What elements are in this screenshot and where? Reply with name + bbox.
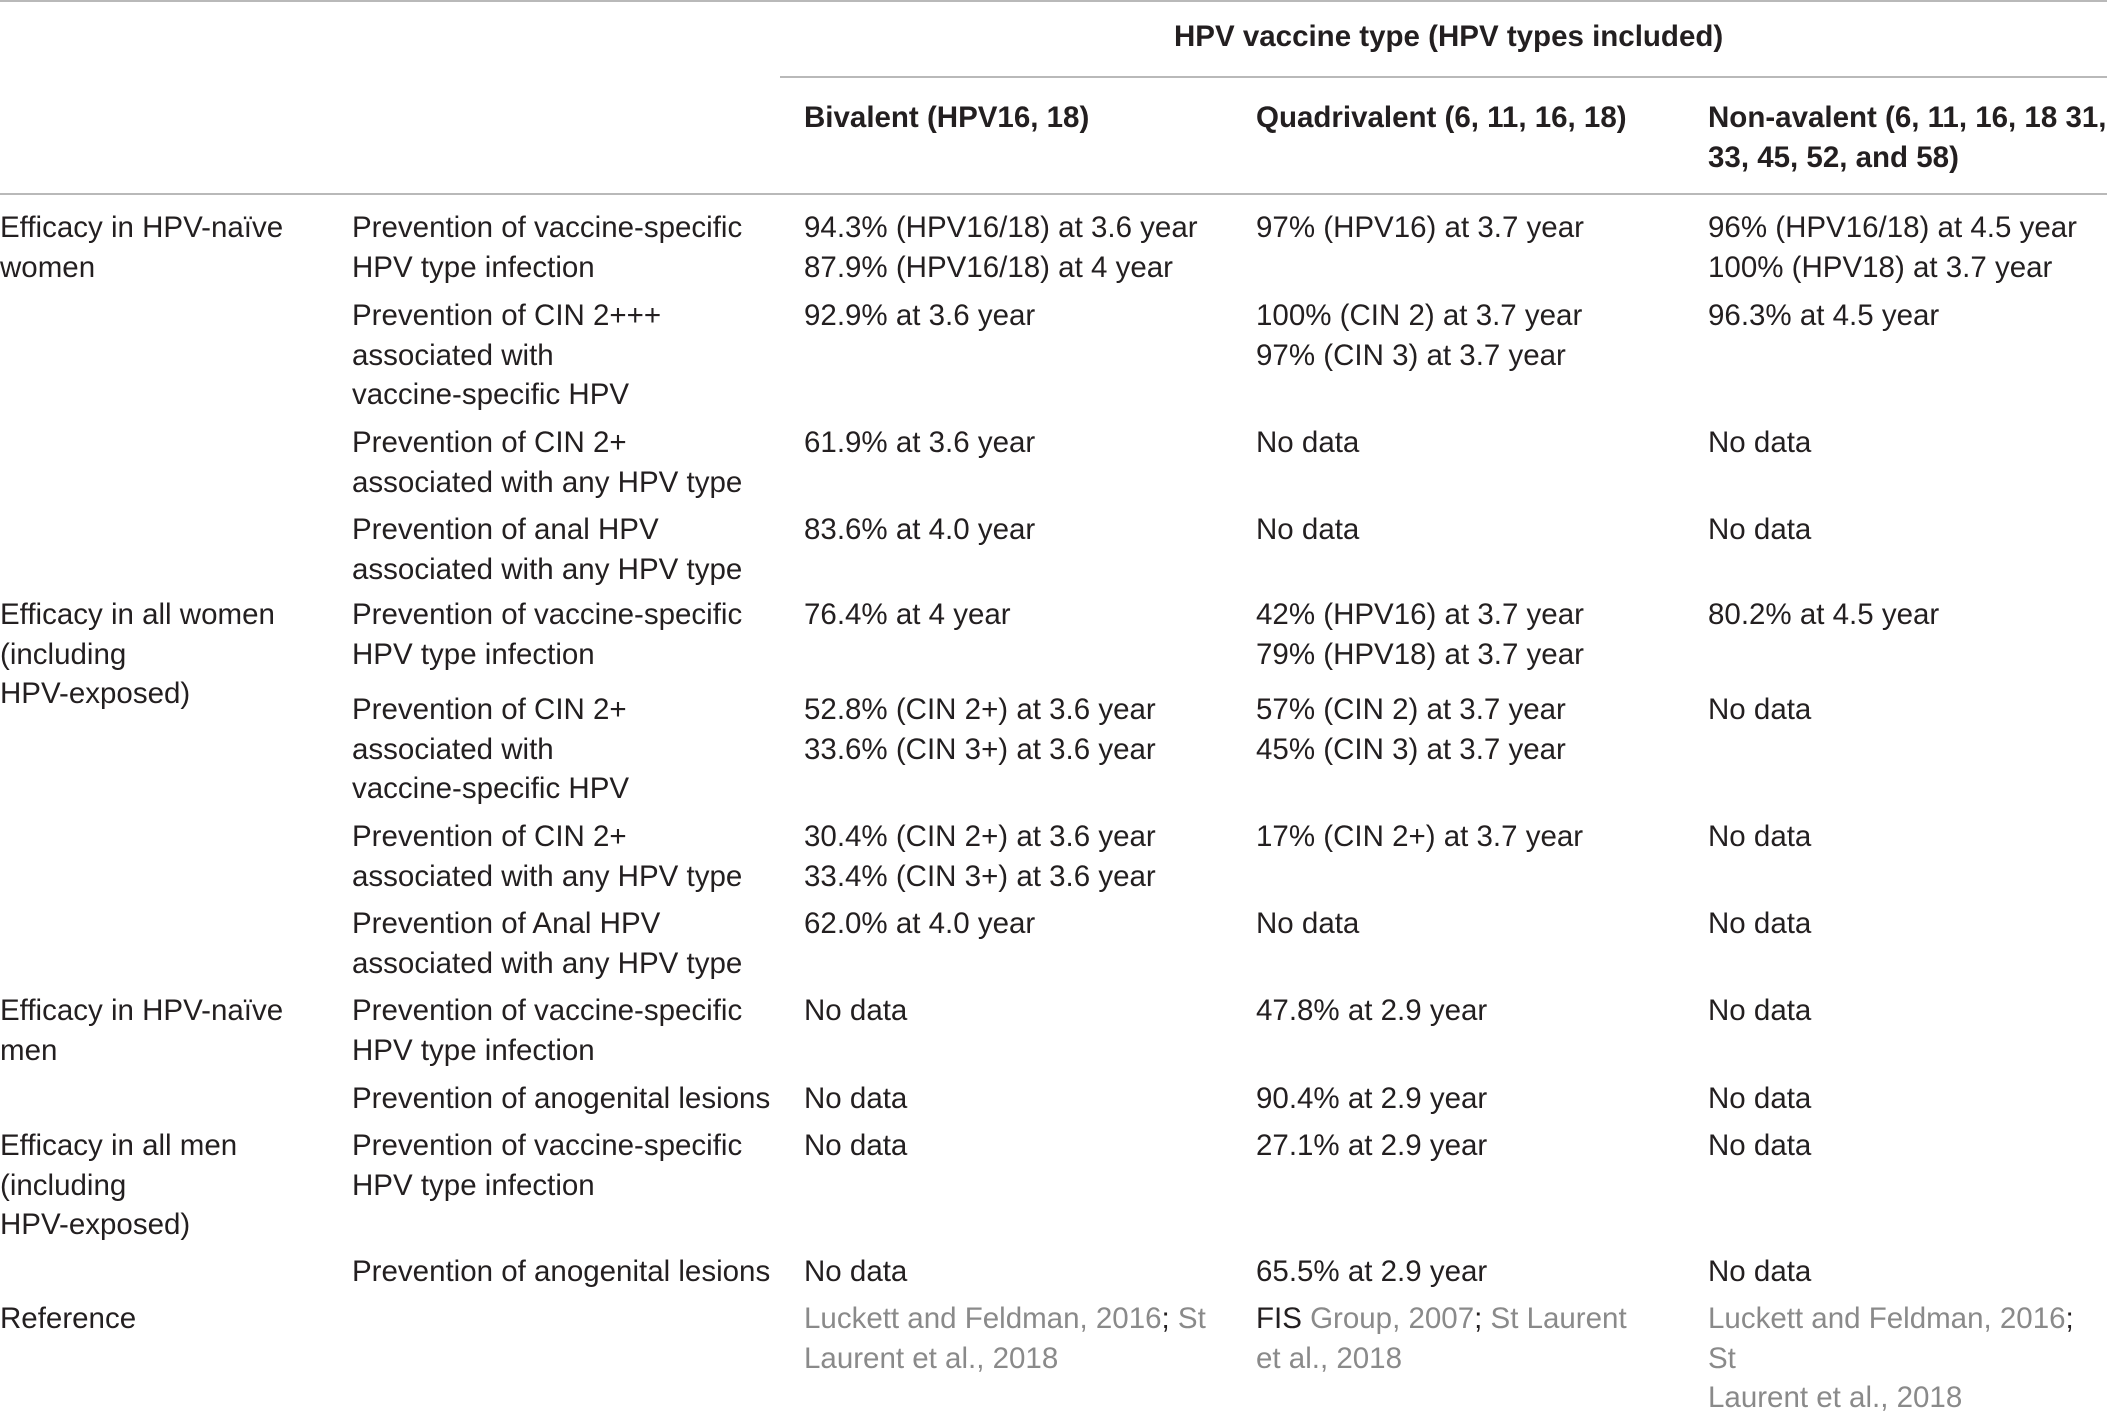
row-group-label: Efficacy in HPV-naïve men [0, 994, 284, 1067]
cell-bivalent: 30.4% (CIN 2+) at 3.6 year 33.4% (CIN 3+) at 3.6 year [804, 820, 1156, 893]
cell-quadrivalent: 90.4% at 2.9 year [1256, 1082, 1488, 1115]
cell-bivalent: 61.9% at 3.6 year [804, 426, 1036, 459]
table-top-rule [0, 0, 2107, 2]
row-outcome: Prevention of anal HPV associated with any HPV type [352, 513, 743, 586]
reference-label: Reference [0, 1302, 137, 1335]
citation-separator: ; [2065, 1302, 2074, 1335]
header-bottom-rule [0, 193, 2107, 195]
cell-quadrivalent: 57% (CIN 2) at 3.7 year 45% (CIN 3) at 3.7 year [1256, 693, 1566, 766]
cell-quadrivalent: No data [1256, 513, 1360, 546]
cell-nonavalent: No data [1708, 426, 1812, 459]
cell-bivalent: No data [804, 1255, 908, 1288]
cell-quadrivalent: 27.1% at 2.9 year [1256, 1129, 1488, 1162]
reference-bivalent [804, 1299, 1206, 1378]
cell-bivalent: No data [804, 994, 908, 1027]
row-group-label: Efficacy in all women (including HPV-exposed) [0, 598, 275, 710]
cell-bivalent: 94.3% (HPV16/18) at 3.6 year 87.9% (HPV16/18) at 4 year [804, 211, 1198, 284]
cell-quadrivalent: 97% (HPV16) at 3.7 year [1256, 211, 1584, 244]
row-group-label: Efficacy in all men (including HPV-exposed) [0, 1129, 238, 1241]
group-header-title: HPV vaccine type (HPV types included) [1174, 20, 1724, 53]
citation-link[interactable]: St Laurent et al., 2018 [1256, 1302, 1627, 1375]
cell-bivalent: No data [804, 1129, 908, 1162]
cell-nonavalent: 80.2% at 4.5 year [1708, 598, 1940, 631]
row-outcome: Prevention of vaccine-specific HPV type infection [352, 211, 743, 284]
row-outcome: Prevention of vaccine-specific HPV type infection [352, 994, 743, 1067]
cell-bivalent: 76.4% at 4 year [804, 598, 1011, 631]
cell-quadrivalent: 65.5% at 2.9 year [1256, 1255, 1488, 1288]
cell-nonavalent: No data [1708, 907, 1812, 940]
cell-nonavalent: No data [1708, 1082, 1812, 1115]
row-outcome: Prevention of CIN 2+ associated with any HPV type [352, 426, 743, 499]
column-header-quadrivalent: Quadrivalent (6, 11, 16, 18) [1256, 101, 1627, 134]
cell-quadrivalent: No data [1256, 426, 1360, 459]
cell-quadrivalent: 47.8% at 2.9 year [1256, 994, 1488, 1027]
row-group-label: Efficacy in HPV-naïve women [0, 211, 284, 284]
cell-bivalent: 52.8% (CIN 2+) at 3.6 year 33.6% (CIN 3+) at 3.6 year [804, 693, 1156, 766]
reference-nonavalent [1708, 1299, 2107, 1418]
row-outcome: Prevention of anogenital lesions [352, 1082, 771, 1115]
citation-link[interactable]: St Laurent et al., 2018 [1708, 1341, 1963, 1414]
row-outcome: Prevention of Anal HPV associated with any HPV type [352, 907, 743, 980]
cell-nonavalent: No data [1708, 693, 1812, 726]
group-header-rule [780, 76, 2107, 78]
cell-nonavalent: 96.3% at 4.5 year [1708, 299, 1940, 332]
cell-bivalent: 92.9% at 3.6 year [804, 299, 1036, 332]
row-outcome: Prevention of CIN 2+ associated with any HPV type [352, 820, 743, 893]
citation-link[interactable]: St Laurent et al., 2018 [804, 1302, 1206, 1375]
cell-nonavalent: No data [1708, 820, 1812, 853]
cell-quadrivalent: 42% (HPV16) at 3.7 year 79% (HPV18) at 3.7 year [1256, 598, 1584, 671]
cell-nonavalent: No data [1708, 994, 1812, 1027]
citation-text: FIS [1256, 1302, 1302, 1335]
cell-nonavalent: 96% (HPV16/18) at 4.5 year 100% (HPV18) at 3.7 year [1708, 211, 2077, 284]
reference-quadrivalent [1256, 1299, 1627, 1378]
citation-link[interactable]: Luckett and Feldman, 2016 [1708, 1302, 2066, 1335]
cell-quadrivalent: No data [1256, 907, 1360, 940]
cell-nonavalent: No data [1708, 513, 1812, 546]
cell-nonavalent: No data [1708, 1255, 1812, 1288]
cell-quadrivalent: 17% (CIN 2+) at 3.7 year [1256, 820, 1584, 853]
citation-link[interactable]: Luckett and Feldman, 2016 [804, 1302, 1162, 1335]
citation-separator: ; [1474, 1302, 1483, 1335]
citation-link[interactable]: Group, 2007 [1301, 1302, 1475, 1335]
row-outcome: Prevention of vaccine-specific HPV type infection [352, 598, 743, 671]
citation-separator: ; [1161, 1302, 1170, 1335]
row-outcome: Prevention of anogenital lesions [352, 1255, 771, 1288]
row-outcome: Prevention of CIN 2+++ associated with vaccine-specific HPV [352, 299, 662, 411]
cell-nonavalent: No data [1708, 1129, 1812, 1162]
cell-bivalent: 62.0% at 4.0 year [804, 907, 1036, 940]
column-header-nonavalent: Non-avalent (6, 11, 16, 18 31, 33, 45, 52, and 58) [1708, 101, 2107, 174]
row-outcome: Prevention of CIN 2+ associated with vaccine-specific HPV [352, 693, 630, 805]
cell-bivalent: No data [804, 1082, 908, 1115]
cell-bivalent: 83.6% at 4.0 year [804, 513, 1036, 546]
row-outcome: Prevention of vaccine-specific HPV type infection [352, 1129, 743, 1202]
column-header-bivalent: Bivalent (HPV16, 18) [804, 101, 1090, 134]
cell-quadrivalent: 100% (CIN 2) at 3.7 year 97% (CIN 3) at 3.7 year [1256, 299, 1583, 372]
